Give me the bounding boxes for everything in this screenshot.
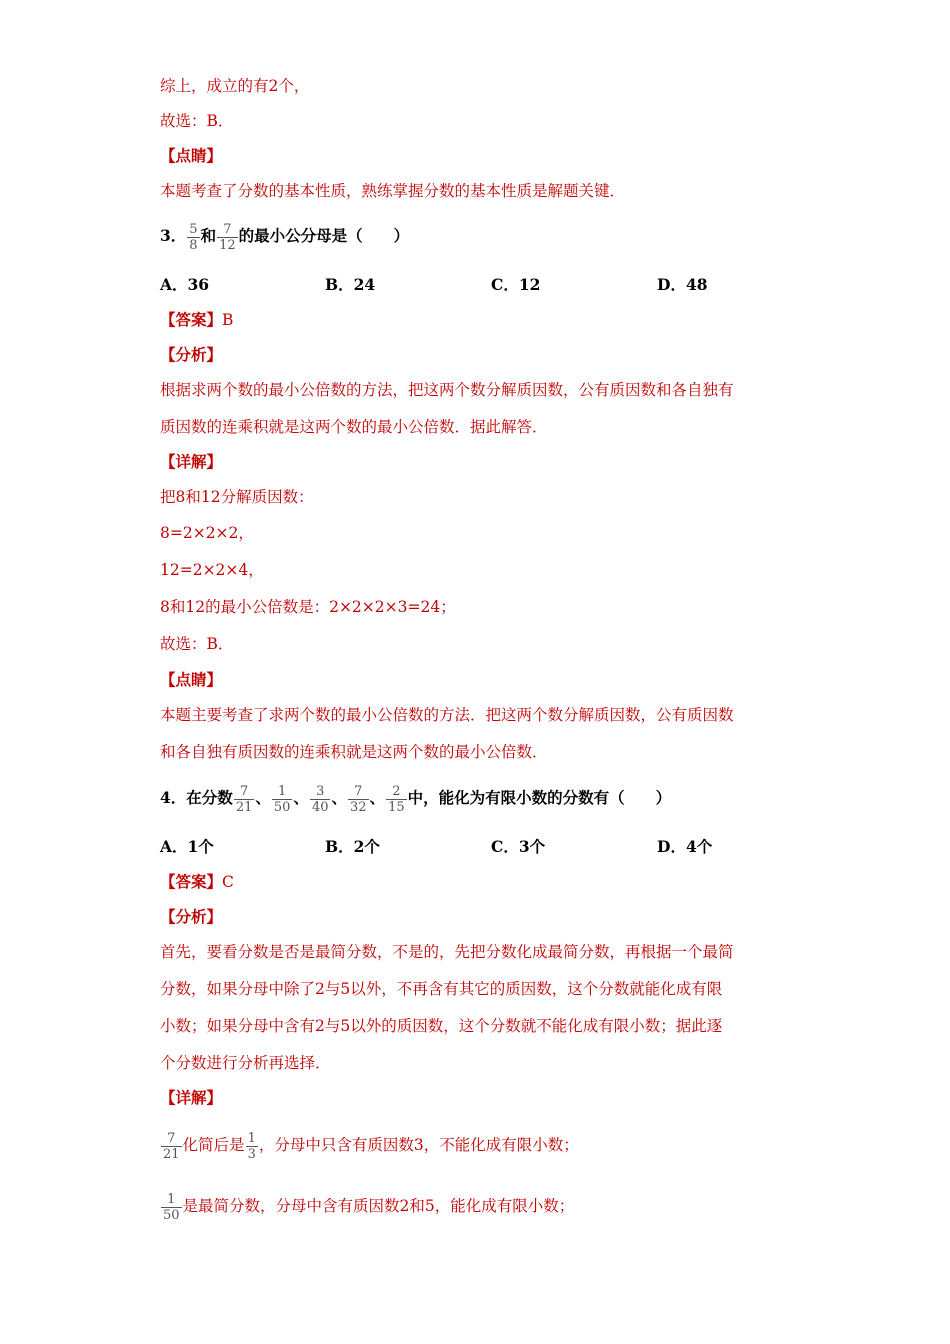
q3-answer-tag: 【答案】	[160, 310, 223, 329]
q3-option-d: D．48	[657, 275, 708, 294]
q4-option-b: B．2个	[325, 837, 380, 856]
q3-stem	[160, 212, 409, 260]
prev-dianjing-tag: 【点睛】	[160, 146, 223, 165]
q4-answer	[160, 871, 234, 893]
q3-detail-line-3: 12=2×2×4，	[160, 561, 264, 579]
q3-detail-tag: 【详解】	[160, 452, 223, 471]
q4-stem	[160, 774, 671, 822]
q4-number: 4．	[160, 788, 187, 807]
q4-option-d: D．4个	[657, 837, 713, 856]
q4-detail2-fraction: $\frac{1}{50}$	[163, 1191, 180, 1223]
q3-detail-line-1: 把8和12分解质因数：	[160, 488, 314, 506]
q4-answer-tag: 【答案】	[160, 872, 223, 891]
prev-choice: 故选：B．	[160, 112, 234, 130]
q3-dianjing-line-2: 和各自独有质因数的连乘积就是这两个数的最小公倍数．	[160, 743, 548, 761]
q4-fraction-2: $\frac{1}{50}$	[273, 783, 291, 815]
q3-detail-line-2: 8=2×2×2，	[160, 524, 254, 542]
q4-stem-head: 在分数	[186, 788, 233, 807]
q4-detail1-fraction-simplified: $\frac{1}{3}$	[247, 1130, 256, 1162]
q3-answer	[160, 309, 233, 331]
q4-fraction-3: $\frac{3}{40}$	[311, 783, 329, 815]
q3-option-a: A．36	[160, 275, 210, 294]
q4-option-a: A．1个	[160, 837, 214, 856]
q3-number: 3．	[160, 226, 187, 245]
q3-and: 和	[200, 226, 217, 245]
q3-dianjing-tag: 【点睛】	[160, 670, 223, 689]
q4-analysis-tag: 【分析】	[160, 907, 223, 926]
q4-analysis-line-1: 首先，要看分数是否是最简分数，不是的，先把分数化成最简分数，再根据一个最简	[160, 943, 734, 961]
q4-detail-line-1: $\frac{7}{21}$ 化简后是 $\frac{1}{3}$ ，分母中只含有质因数3，不能化成有限小数；	[163, 1130, 579, 1162]
q4-sep: 、	[293, 788, 309, 807]
q4-analysis-line-4: 个分数进行分析再选择．	[160, 1054, 331, 1072]
q3-fraction-2: $\frac{7}{12}$	[219, 221, 236, 253]
q4-detail-tag: 【详解】	[160, 1088, 223, 1107]
q4-fraction-5: $\frac{2}{15}$	[388, 783, 405, 815]
q4-sep: 、	[331, 788, 347, 807]
q3-fraction-1: $\frac{5}{8}$	[189, 221, 198, 253]
q4-answer-value: C	[222, 873, 234, 891]
q4-stem-tail: 中，能化为有限小数的分数有（ ）	[407, 788, 672, 807]
q4-fraction-4: $\frac{7}{32}$	[350, 783, 367, 815]
q3-stem-tail: 的最小公分母是（ ）	[238, 226, 410, 245]
q3-option-c: C．12	[491, 275, 541, 294]
q3-answer-value: B	[222, 311, 234, 329]
q3-analysis-line-1: 根据求两个数的最小公倍数的方法，把这两个数分解质因数，公有质因数和各自独有	[160, 381, 734, 399]
q4-sep: 、	[369, 788, 386, 807]
q3-analysis-line-2: 质因数的连乘积就是这两个数的最小公倍数．据此解答．	[160, 418, 548, 436]
q3-dianjing-line-1: 本题主要考查了求两个数的最小公倍数的方法．把这两个数分解质因数，公有质因数	[160, 706, 734, 724]
q4-analysis-line-3: 小数；如果分母中含有2与5以外的质因数，这个分数就不能化成有限小数；据此逐	[160, 1017, 723, 1035]
prev-dianjing-text: 本题考查了分数的基本性质，熟练掌握分数的基本性质是解题关键．	[160, 182, 626, 200]
q4-detail1-fraction: $\frac{7}{21}$	[163, 1130, 180, 1162]
q4-sep: 、	[255, 788, 271, 807]
q3-option-b: B．24	[325, 275, 376, 294]
q3-detail-line-4: 8和12的最小公倍数是：2×2×2×3=24；	[160, 598, 456, 616]
q4-detail-line-2: $\frac{1}{50}$ 是最简分数，分母中含有质因数2和5，能化成有限小数；	[163, 1191, 575, 1223]
prev-summary: 综上，成立的有2个，	[160, 77, 310, 95]
q4-option-c: C．3个	[491, 837, 546, 856]
q3-analysis-tag: 【分析】	[160, 345, 223, 364]
q4-analysis-line-2: 分数，如果分母中除了2与5以外，不再含有其它的质因数，这个分数就能化成有限	[160, 980, 723, 998]
q4-fraction-1: $\frac{7}{21}$	[235, 783, 253, 815]
q3-detail-line-5: 故选：B．	[160, 635, 234, 653]
